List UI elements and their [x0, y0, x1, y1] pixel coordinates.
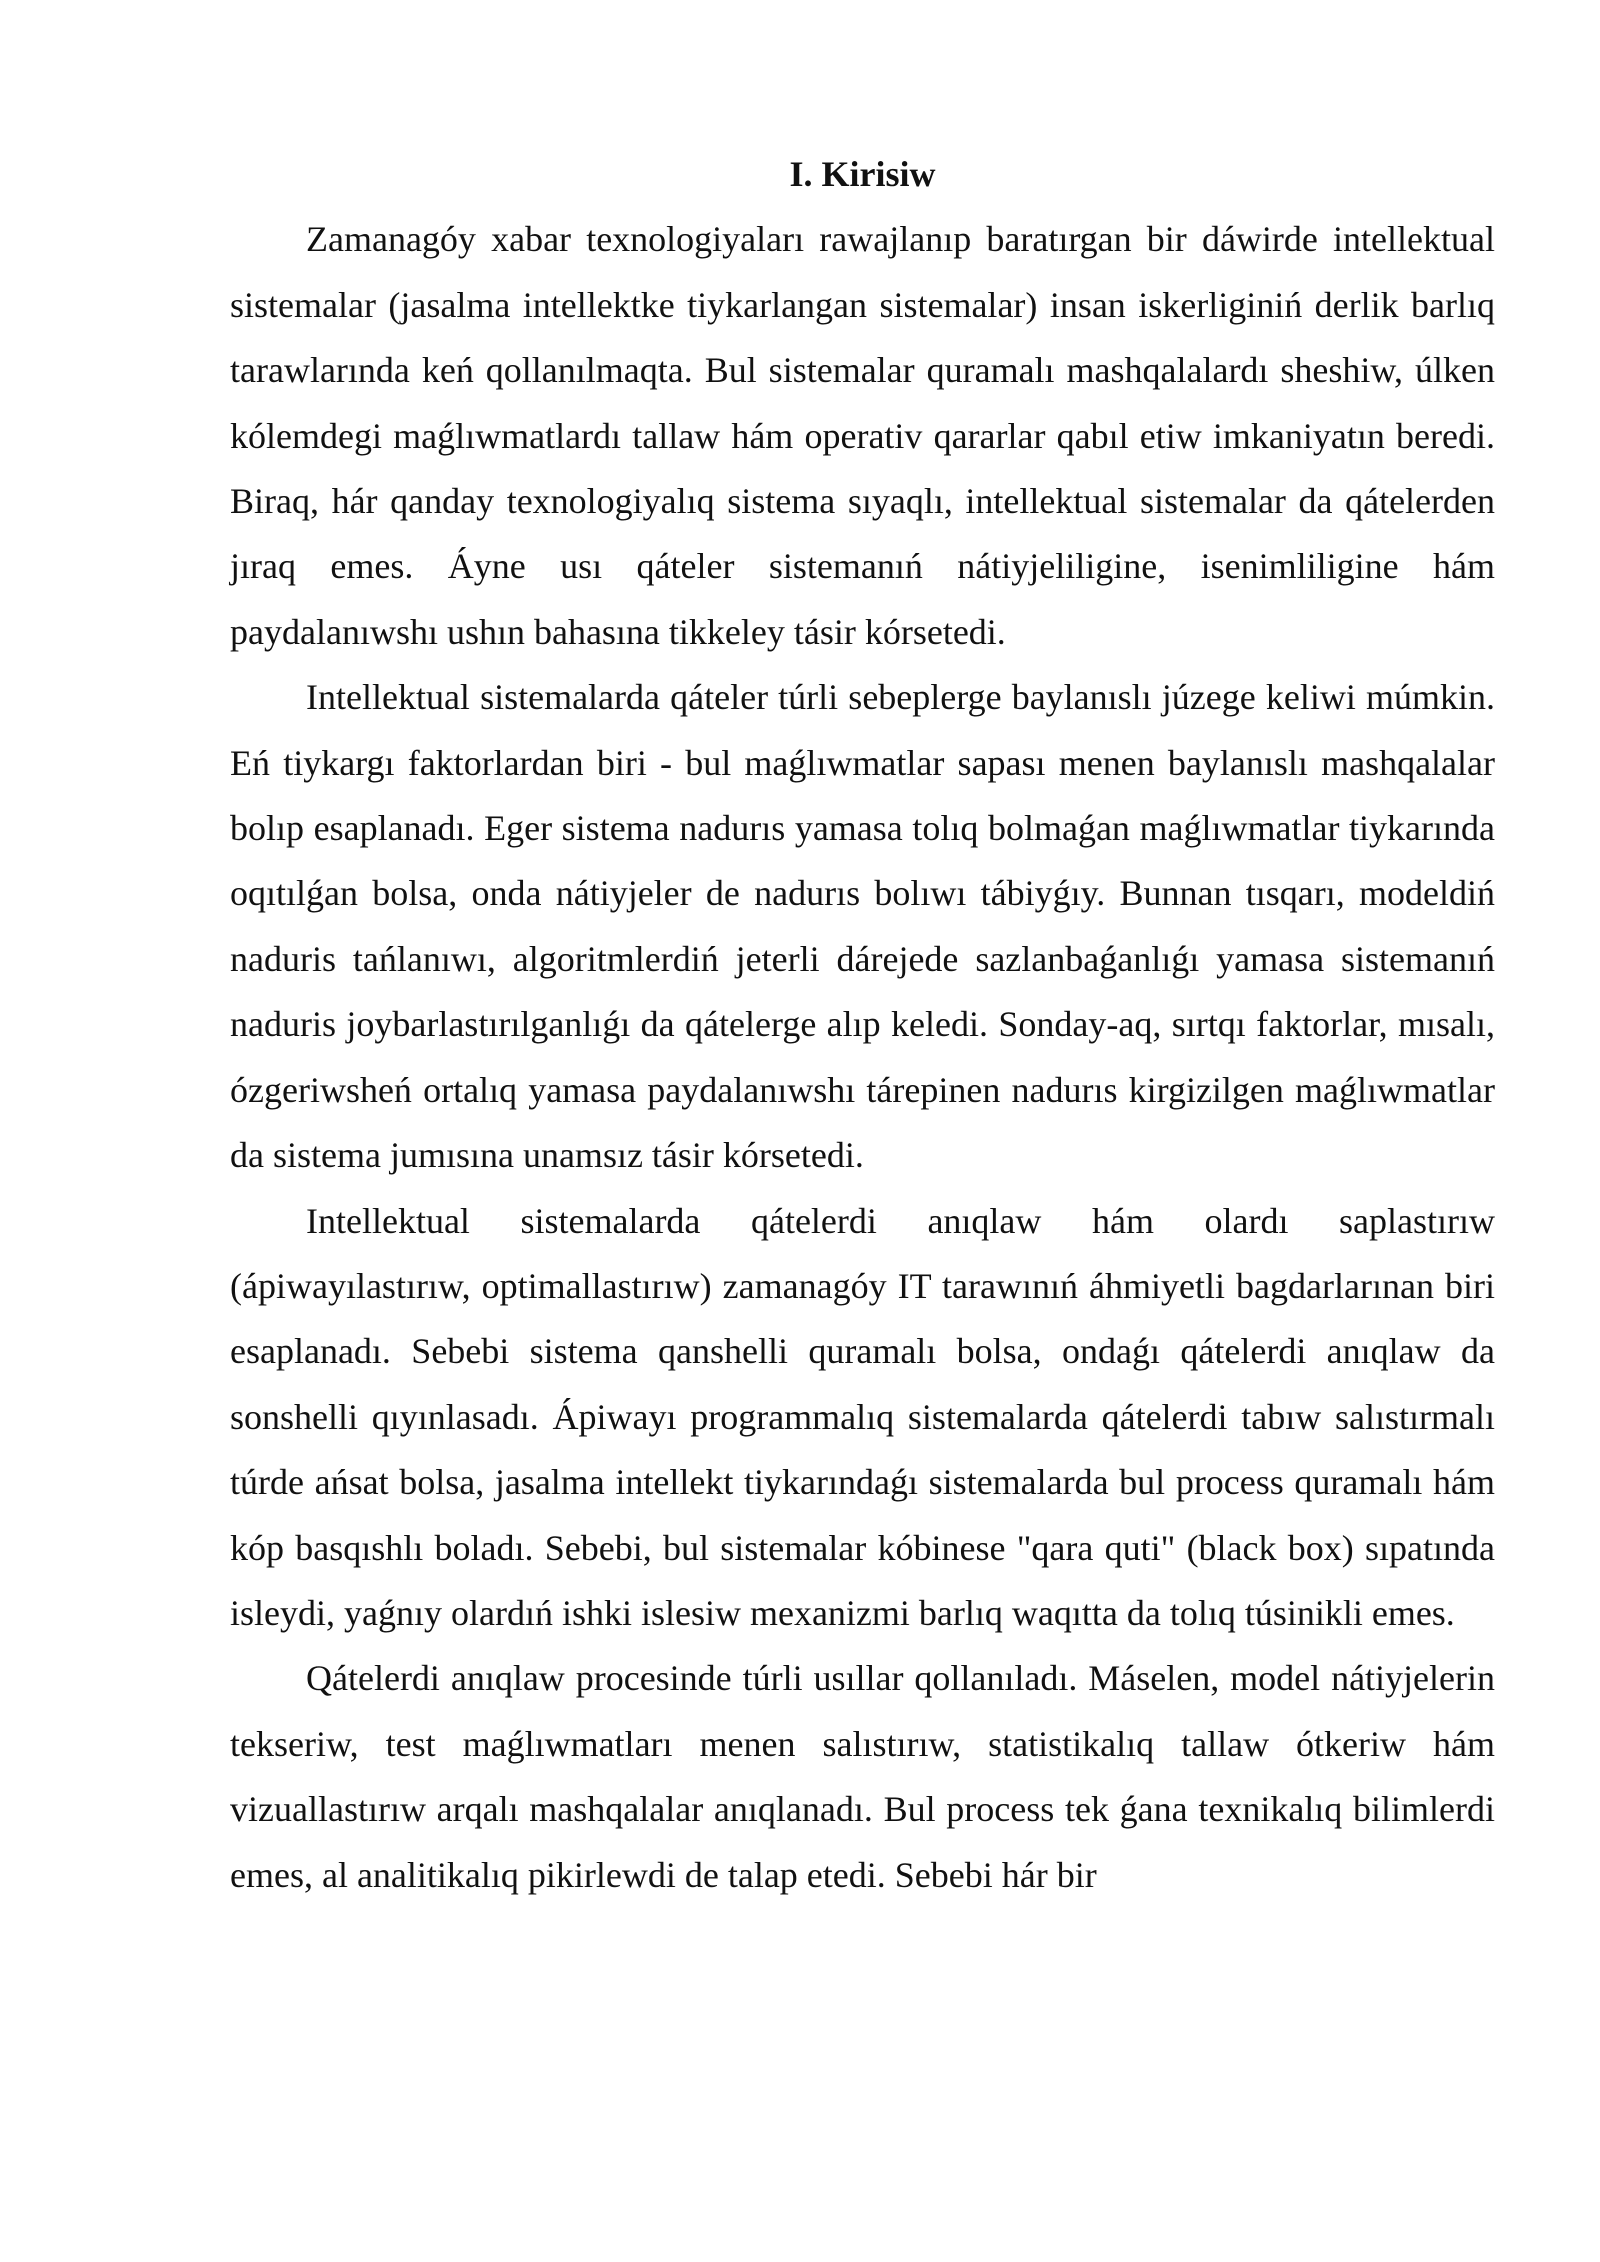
paragraph-3: Intellektual sistemalarda qátelerdi anıqlaw hám olardı saplastırıw (ápiwayılastırıw, optimallastırıw) zamanagóy IT tarawınıń áhmiyetli bagdarlarınan biri esaplanadı. Sebebi sistema qanshelli quramalı bolsa, ondaǵı qátelerdi anıqlaw da sonshelli qıyınlasadı. Ápiwayı programmalıq sistemalarda qátelerdi tabıw salıstırmalı túrde ańsat bolsa, jasalma intellekt tiykarındaǵı sistemalarda bul process quramalı hám kóp basqıshlı boladı. Sebebi, bul sistemalar kóbinese "qara quti" (black box) sıpatında isleydi, yaǵnıy olardıń ishki islesiw mexanizmi barlıq waqıtta da tolıq túsinikli emes. — [230, 1200, 1495, 1633]
section-title: I. Kirisiw — [789, 154, 936, 194]
paragraph-1: Zamanagóy xabar texnologiyaları rawajlanıp baratırgan bir dáwirde intellektual sistemalar (jasalma intellektke tiykarlangan sistemalar) insan iskerliginiń derlik barlıq tarawlarında keń qollanılmaqta. Bul sistemalar quramalı mashqalalardı sheshiw, úlken kólemdegi maǵlıwmatlardı tallaw hám operativ qararlar qabıl etiw imkaniyatın beredi. Biraq, hár qanday texnologiyalıq sistema sıyaqlı, intellektual sistemalar da qátelerden jıraq emes. Áyne usı qáteler sistemanıń nátiyjeliligine, isenimliligine hám paydalanıwshı ushın bahasına tikkeley tásir kórsetedi. — [230, 219, 1495, 652]
document-body — [230, 142, 1495, 1908]
paragraph-4: Qátelerdi anıqlaw procesinde túrli usıllar qollanıladı. Máselen, model nátiyjelerin tekseriw, test maǵlıwmatları menen salıstırıw, statistikalıq tallaw ótkeriw hám vizuallastırıw arqalı mashqalalar anıqlanadı. Bul process tek ǵana texnikalıq bilimlerdi emes, al analitikalıq pikirlewdi de talap etedi. Sebebi hár bir — [230, 1658, 1495, 1895]
paragraph-2: Intellektual sistemalarda qáteler túrli sebeplerge baylanıslı júzege keliwi múmkin. Eń tiykargı faktorlardan biri - bul maǵlıwmatlar sapası menen baylanıslı mashqalalar bolıp esaplanadı. Eger sistema nadurıs yamasa tolıq bolmaǵan maǵlıwmatlar tiykarında oqıtılǵan bolsa, onda nátiyjeler de nadurıs bolıwı tábiyǵıy. Bunnan tısqarı, modeldiń naduris tańlanıwı, algoritmlerdiń jeterli dárejede sazlanbaǵanlıǵı yamasa sistemanıń naduris joybarlastırılganlıǵı da qátelerge alıp keledi. Sonday-aq, sırtqı faktorlar, mısalı, ózgeriwsheń ortalıq yamasa paydalanıwshı tárepinen nadurıs kirgizilgen maǵlıwmatlar da sistema jumısına unamsız tásir kórsetedi. — [230, 677, 1495, 1176]
